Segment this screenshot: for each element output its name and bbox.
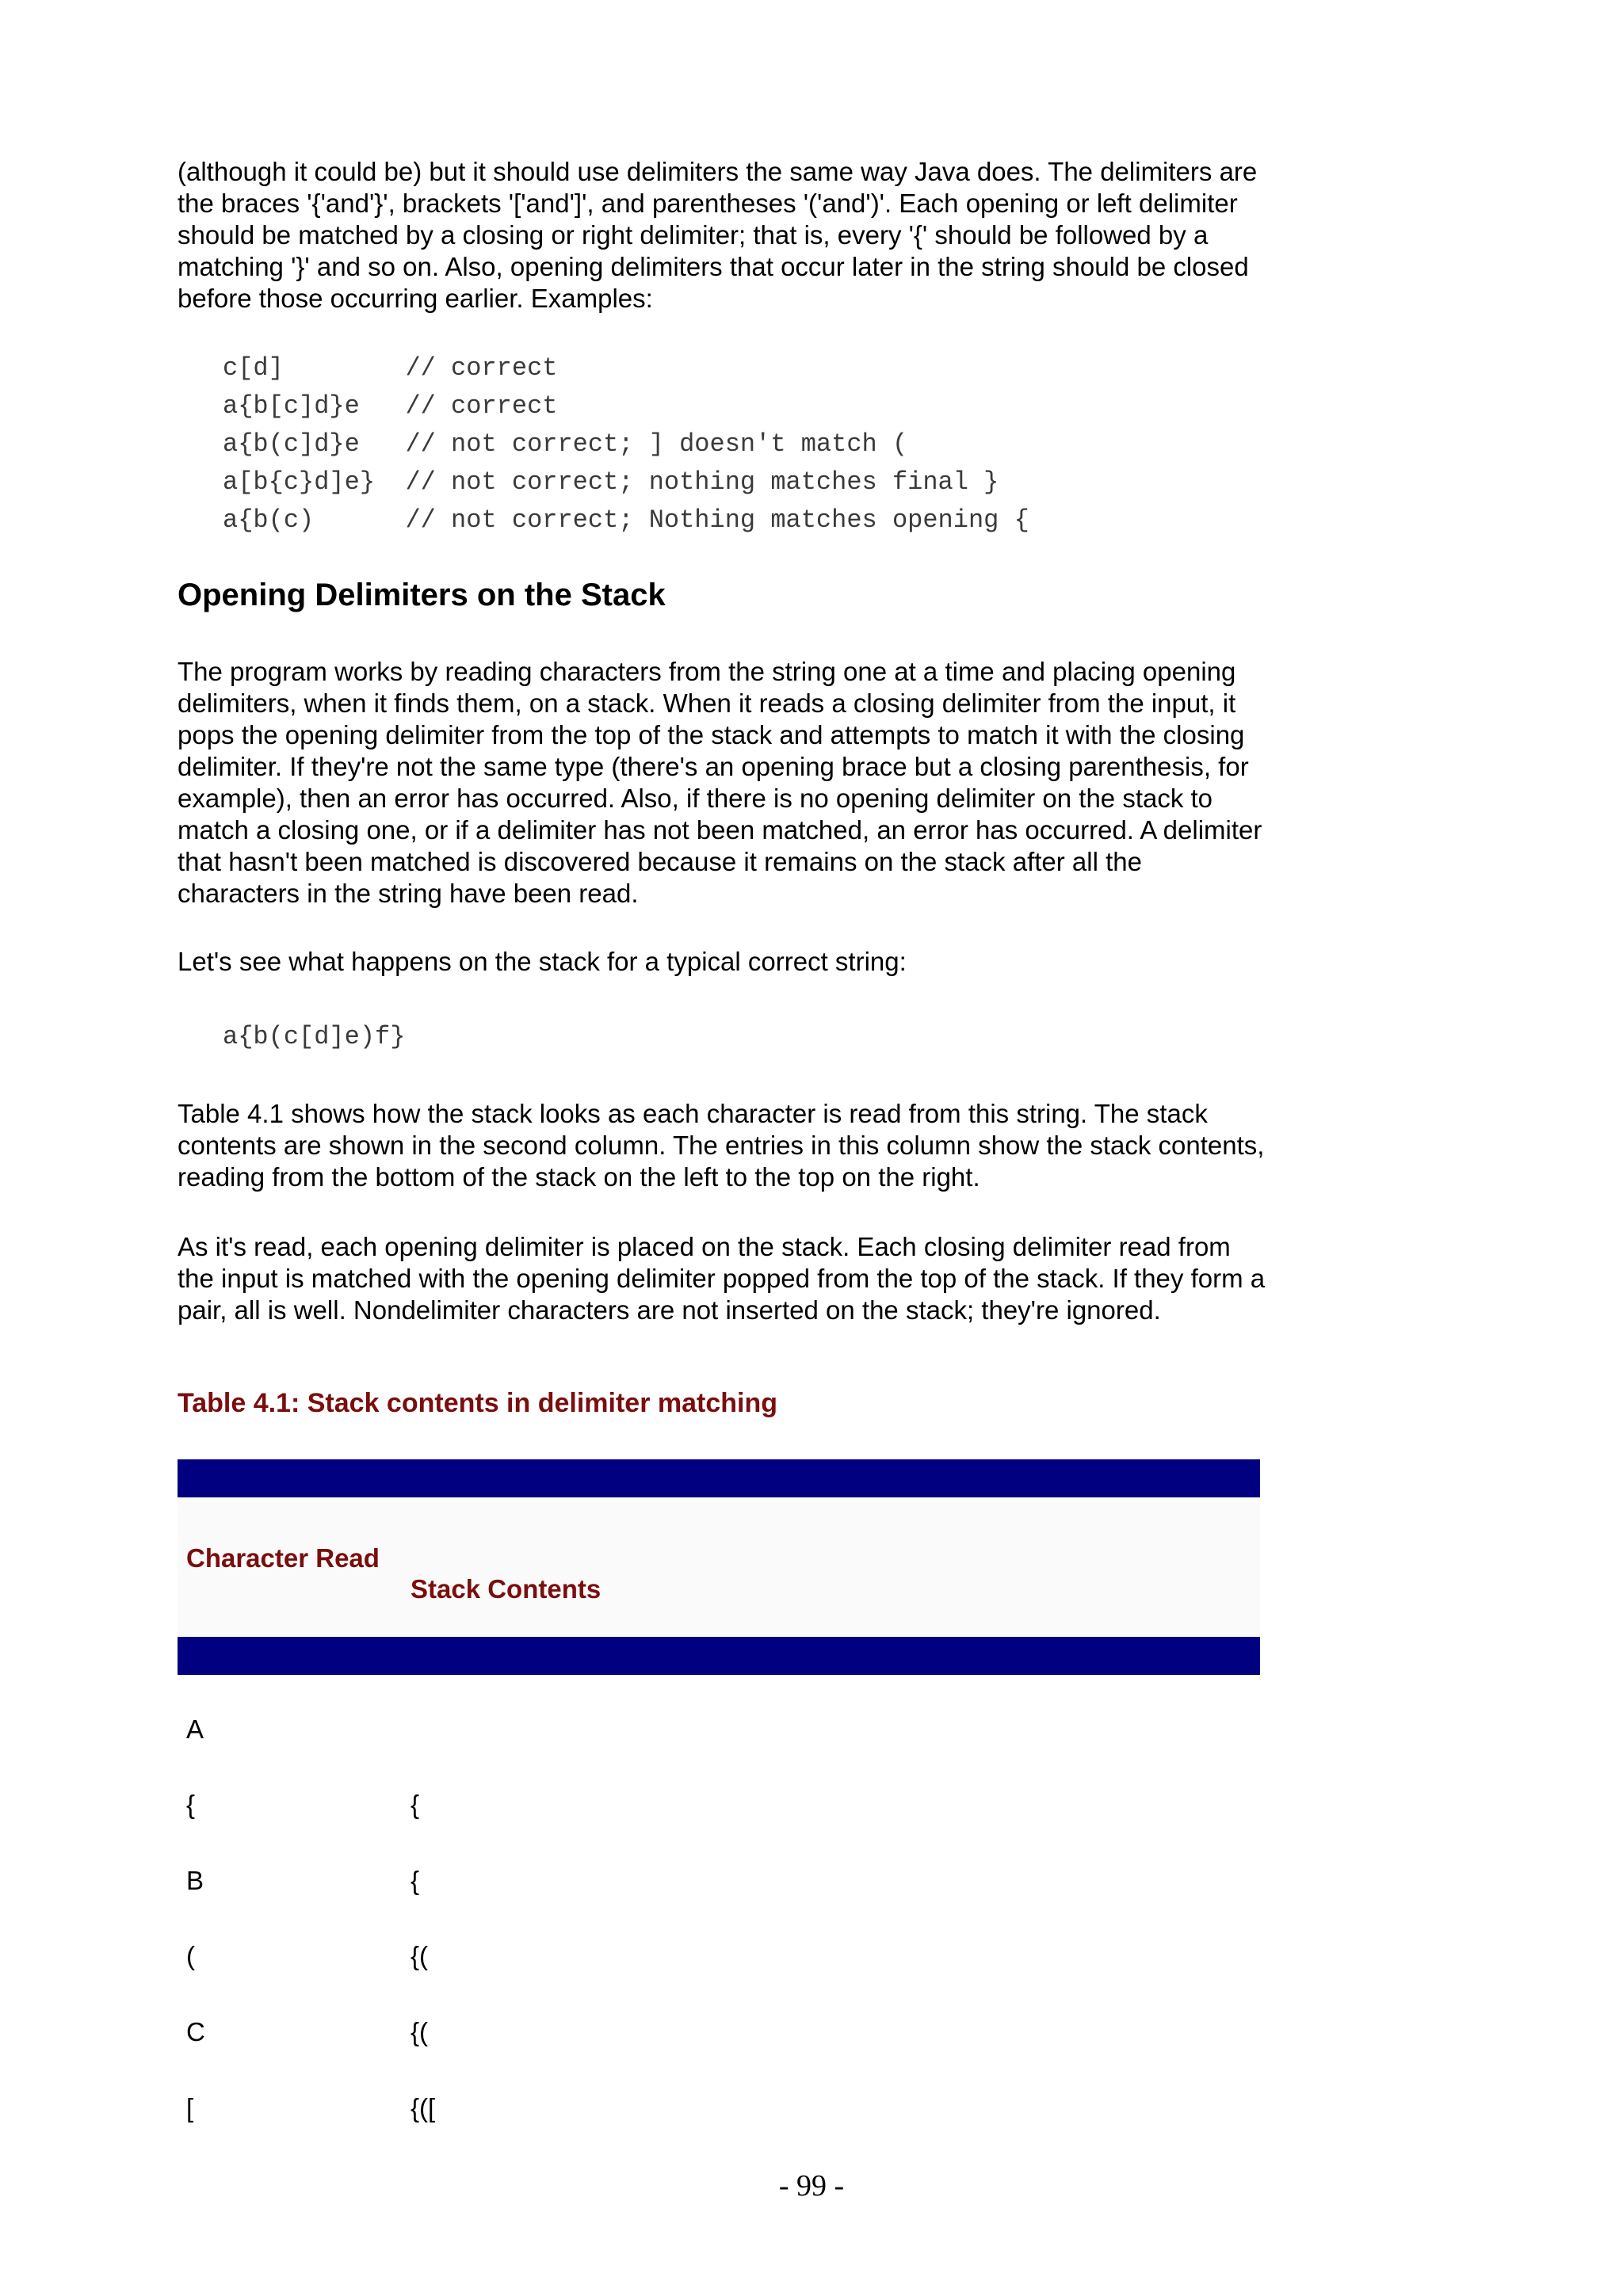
table-cell-char: B <box>186 1866 204 1895</box>
column-header-character-read: Character Read <box>186 1543 380 1573</box>
column-header-stack-contents: Stack Contents <box>411 1574 601 1604</box>
as-read-paragraph: As it's read, each opening delimiter is placed on the stack. Each closing delimiter read from the input is matched with the opening delimiter popped from the top of the stack. If they form a pair, all is well. Nondelimiter characters are not inserted on the stack; they're ignored. <box>178 1232 1266 1325</box>
table-cell-char: C <box>186 2017 205 2046</box>
stack-explanation-paragraph: The program works by reading characters from the string one at a time and placing opening delimiters, when it finds them, on a stack. When it reads a closing delimiter from the input, it pops the opening delimiter from the top of the stack and attempts to match it with the closing delimiter. If they're not the same type (there's an opening brace but a closing parenthesis, for example), then an error has occurred. Also, if there is no opening delimiter on the stack to match a closing one, or if a delimiter has not been matched, an error has occurred. A delimiter that hasn't been matched is discovered because it remains on the stack after all the characters in the string have been read. <box>178 657 1262 908</box>
section-heading: Opening Delimiters on the Stack <box>178 578 666 612</box>
example-string-code: a{b(c[d]e)f} <box>223 1022 406 1051</box>
table-cell-stack: {( <box>411 1941 429 1970</box>
table-cell-stack: { <box>411 1790 420 1819</box>
table-cell-char: [ <box>186 2093 194 2122</box>
page-number: - 99 - <box>778 2169 845 2203</box>
intro-paragraph: (although it could be) but it should use delimiters the same way Java does. The delimiters are the braces '{'and'}', brackets '['and']', and parentheses '('and')'. Each opening or left delimiter should be matched by a closing or right delimiter; that is, every '{' should be followed by a matching '}' and so on. Also, opening delimiters that occur later in the string should be closed before those occurring earlier. Examples: <box>178 157 1258 313</box>
table-cell-stack: { <box>411 1866 420 1895</box>
table-intro-paragraph: Table 4.1 shows how the stack looks as each character is read from this string. The stack contents are shown in the second column. The entries in this column show the stack contents, reading from the bottom of the stack on the left to the top on the right. <box>178 1099 1265 1192</box>
examples-code-block: c[d] // correct a{b[c]d}e // correct a{b(c]d}e // not correct; ] doesn't match ( a[b{c}d]e} // not correct; nothing matches final } a{b(c) // not correct; Nothing matches opening { <box>223 353 1029 535</box>
lets-see-paragraph: Let's see what happens on the stack for a typical correct string: <box>178 947 907 976</box>
table-cell-char: { <box>186 1790 196 1819</box>
table-header-band <box>178 1637 1260 1675</box>
table-cell-char: A <box>186 1714 204 1744</box>
table-cell-char: ( <box>186 1941 195 1970</box>
table-cell-stack: {([ <box>411 2093 436 2122</box>
table-caption: Table 4.1: Stack contents in delimiter matching <box>178 1388 777 1418</box>
table-cell-stack: {( <box>411 2017 429 2046</box>
table-top-band <box>178 1459 1260 1497</box>
